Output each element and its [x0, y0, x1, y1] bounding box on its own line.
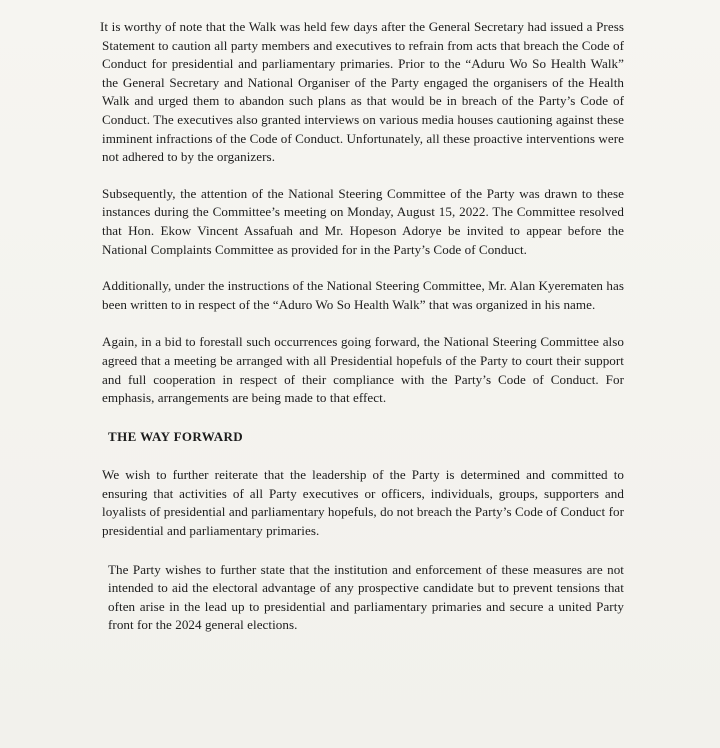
paragraph-party-wishes: The Party wishes to further state that the institution and enforcement of these measures are not intended to aid the electoral advantage of any prospective candidate but to prevent tensions that often arise in the lead up to presidential and parliamentary primaries and secure a united Party front for the 2024 general elections.: [108, 561, 624, 633]
paragraph-again: Again, in a bid to forestall such occurrences going forward, the National Steering Committee also agreed that a meeting be arranged with all Presidential hopefuls of the Party to court their support and full cooperation in respect of their compliance with the Party’s Code of Conduct. For emphasis, arrangements are being made to that effect.: [102, 334, 624, 406]
paragraph-additionally: Additionally, under the instructions of the National Steering Committee, Mr. Alan Kyerematen has been written to in respect of the “Aduro Wo So Health Walk” that was organized in his name.: [102, 278, 624, 312]
paragraph-walk-note: It is worthy of note that the Walk was held few days after the General Secretary had issued a Press Statement to caution all party members and executives to refrain from acts that breach the Code of Conduct for presidential and parliamentary primaries. Prior to the “Aduru Wo So Health Walk” the General Secretary and National Organiser of the Party engaged the organisers of the Health Walk and urged them to abandon such plans as that would be in breach of the Party’s Code of Conduct. The executives also granted interviews on various media houses cautioning against these imminent infractions of the Code of Conduct. Unfortunately, all these proactive interventions were not adhered to by the organizers.: [100, 19, 624, 165]
paragraph-reiterate: We wish to further reiterate that the leadership of the Party is determined and committed to ensuring that activities of all Party executives or officers, individuals, groups, supporters and loyalists of presidential and parliamentary hopefuls, do not breach the Party’s Code of Conduct for presidential and parliamentary primaries.: [102, 467, 624, 539]
section-heading-way-forward: THE WAY FORWARD: [108, 428, 244, 444]
paragraph-steering-committee: Subsequently, the attention of the National Steering Committee of the Party was drawn to these instances during the Committee’s meeting on Monday, August 15, 2022. The Committee resolved that Hon. Ekow Vincent Assafuah and Mr. Hopeson Adorye be invited to appear before the National Complaints Committee as provided for in the Party’s Code of Conduct.: [102, 185, 624, 257]
